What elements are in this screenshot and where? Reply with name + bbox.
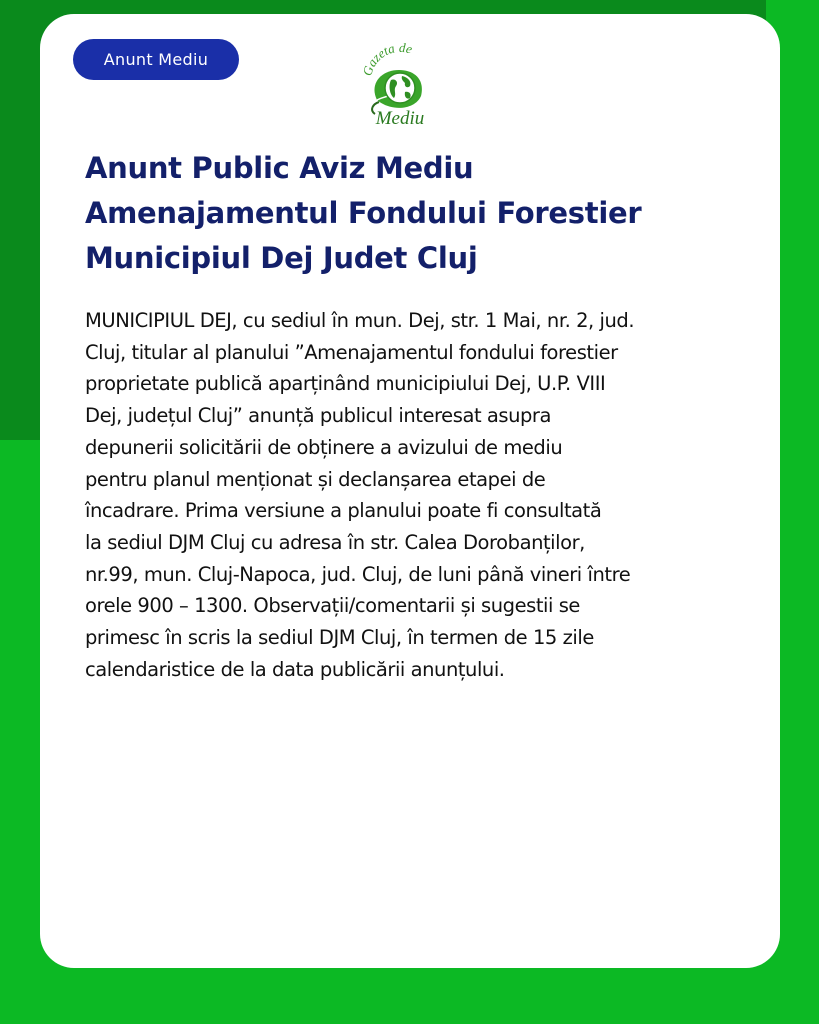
- body-line: pentru planul menționat și declanșarea etapei de: [85, 467, 546, 491]
- svg-text:Mediu: Mediu: [375, 108, 425, 129]
- category-badge[interactable]: Anunt Mediu: [73, 39, 239, 80]
- body-line: Cluj, titular al planului ”Amenajamentul fondului forestier: [85, 340, 618, 364]
- body-line: la sediul DJM Cluj cu adresa în str. Calea Dorobanților,: [85, 530, 585, 554]
- body-line: nr.99, mun. Cluj-Napoca, jud. Cluj, de luni până vineri între: [85, 562, 631, 586]
- svg-text:Gazeta de: Gazeta de: [359, 40, 415, 78]
- title-line: Municipiul Dej Judet Cluj: [85, 241, 478, 275]
- gazeta-de-mediu-logo: [355, 40, 445, 130]
- body-line: proprietate publică aparținând municipiului Dej, U.P. VIII: [85, 372, 606, 396]
- globe-leaf-icon: [355, 40, 445, 130]
- title-line: Amenajamentul Fondului Forestier: [85, 196, 642, 230]
- body-line: Dej, județul Cluj” anunță publicul interesat asupra: [85, 404, 551, 428]
- announcement-body: [85, 305, 740, 685]
- title-line: Anunt Public Aviz Mediu: [85, 151, 474, 185]
- body-line: MUNICIPIUL DEJ, cu sediul în mun. Dej, str. 1 Mai, nr. 2, jud.: [85, 309, 635, 332]
- body-line: orele 900 – 1300. Observații/comentarii și sugestii se: [85, 594, 580, 618]
- announcement-title: [85, 146, 765, 281]
- body-line: încadrare. Prima versiune a planului poate fi consultată: [85, 499, 602, 523]
- body-line: depunerii solicitării de obținere a avizului de mediu: [85, 435, 563, 459]
- body-line: calendaristice de la data publicării anunțului.: [85, 657, 505, 681]
- body-line: primesc în scris la sediul DJM Cluj, în termen de 15 zile: [85, 626, 594, 650]
